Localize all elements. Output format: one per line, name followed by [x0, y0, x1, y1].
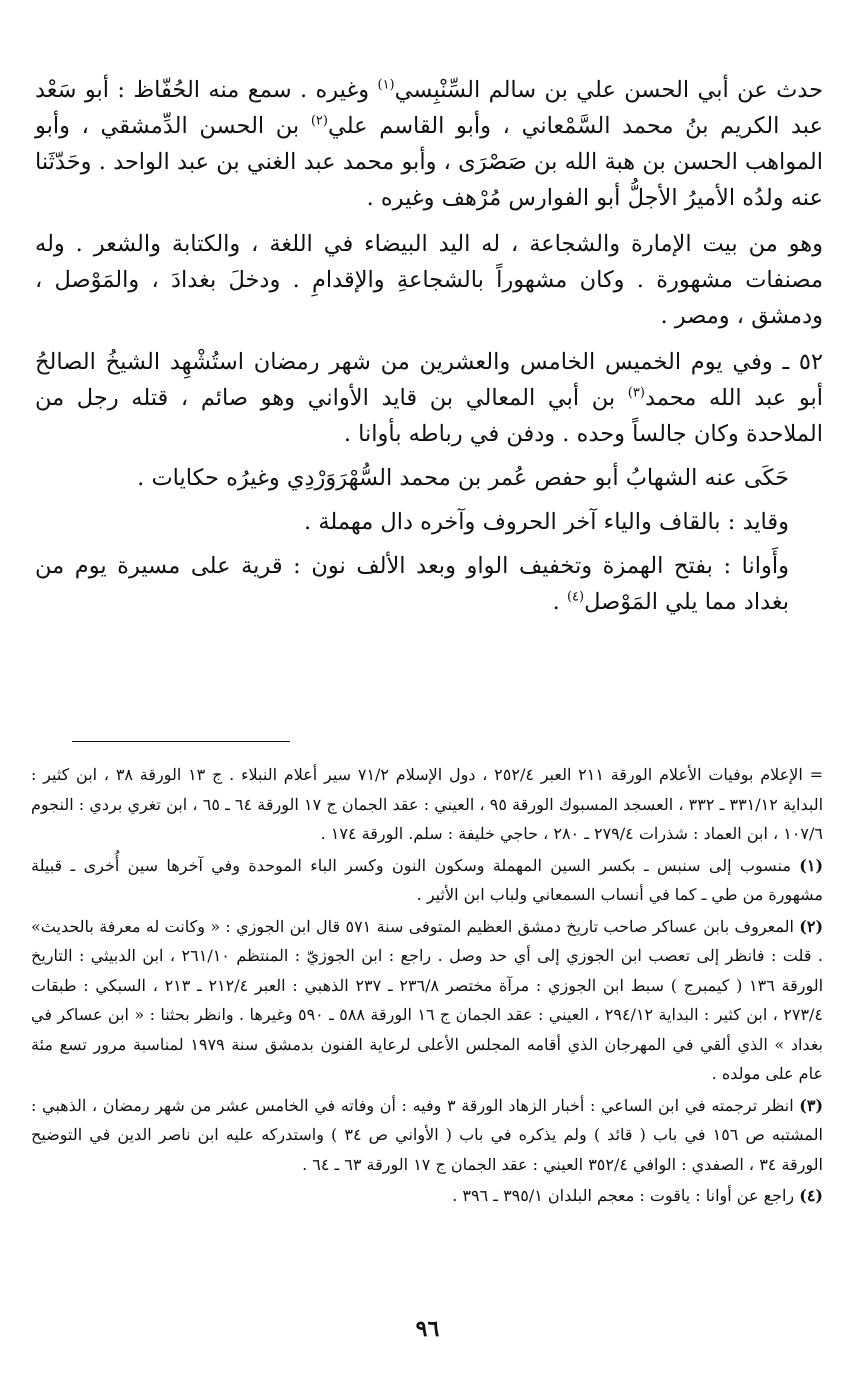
- footnote-3-text: انظر ترجمته في ابن الساعي : أخبار الزهاد الورقة ٣ وفيه : أن وفاته في الخامس عشر من شهر رمضان ، الذهبي : المشتبه ص ١٥٦ في باب ( قائد ) ولم يذكره في باب ( الأواني ص ٣٤ ) واستدركه عليه ابن ناصر الدين في التوضيح الورقة ٣٤ ، الصفدي : الوافي ٣٥٢/٤ العيني : عقد الجمان ج ١٧ الورقة ٦٣ ـ ٦٤ .: [31, 1095, 824, 1174]
- paragraph-2: وهو من بيت الإمارة والشجاعة ، له اليد البيضاء في اللغة ، والكتابة والشعر . وله مصنفات مشهورة . وكان مشهوراً بالشجاعةِ والإقدامِ . ودخلَ بغدادَ ، والمَوْصل ، ودمشق ، ومصر .: [35, 231, 823, 329]
- page-number: ٩٦: [415, 1316, 440, 1342]
- footnote-4-text: راجع عن أوانا : ياقوت : معجم البلدان ٣٩٥/١ ـ ٣٩٦ .: [452, 1186, 800, 1205]
- paragraph-6-text-b: .: [552, 589, 567, 615]
- footnote-continuation: = الإعلام بوفيات الأعلام الورقة ٢١١ العبر ٢٥٢/٤ ، دول الإسلام ٧١/٢ سير أعلام النبلاء . ج ١٣ الورقة ٣٨ ، ابن كثير : البداية ٣٣١/١٢ ـ ٣٣٢ ، العسجد المسبوك الورقة ٩٥ ، العيني : عقد الجمان ج ١٧ الورقة ٦٤ ـ ٦٥ ، ابن تغري بردي : النجوم ١٠٧/٦ ، ابن العماد : شذرات ٢٧٩/٤ ـ ٢٨٠ ، حاجي خليفة : سلم. الورقة ١٧٤ .: [31, 765, 824, 843]
- main-body: [35, 72, 823, 620]
- footnotes: [31, 760, 823, 1211]
- footnote-1-number: (١): [799, 855, 824, 875]
- paragraph-1: [35, 72, 823, 216]
- footnote-1-text: منسوب إلى سنبس ـ بكسر السين المهملة وسكون النون وكسر الباء الموحدة وفي آخرها سين أُخرى ـ قبيلة مشهورة من طي ـ كما في أنساب السمعاني ولباب ابن الأثير .: [31, 855, 823, 904]
- footnote-ref-2[interactable]: (٢): [310, 113, 328, 129]
- footnote-separator: [72, 741, 290, 742]
- footnote-3-number: (٣): [799, 1095, 824, 1115]
- footnote-4-number: (٤): [799, 1186, 823, 1205]
- footnote-ref-1[interactable]: (١): [377, 77, 395, 93]
- paragraph-1-text-b: وغيره . سمع منه الحُفّاظ : أبو سَعْد عبد الكريم بنُ محمد السَّمْعاني ، وأبو القاسم علي: [35, 77, 823, 139]
- paragraph-1-text-c: بن الحسن الدِّمشقي ، وأبو المواهب الحسن بن هبة الله بن صَصْرَى ، وأبو محمد عبد الغني بن عبد الواحد . وحَدّثَنا عنه ولدُه الأميرُ الأجلُّ أبو الفوارس مُرْهف وغيره .: [35, 113, 823, 211]
- footnote-3: [31, 1091, 823, 1180]
- paragraph-6: [35, 548, 823, 620]
- paragraph-3-text-a: ٥٢ ـ وفي يوم الخميس الخامس والعشرين من شهر رمضان استُشْهِد الشيخُ الصالحُ أبو عبد الله محمد: [35, 349, 823, 411]
- paragraph-3-text-b: بن أبي المعالي بن قايد الأواني وهو صائم ، قتله رجل من الملاحدة وكان جالساً وحده . ودفن في رباطه بأوانا .: [35, 385, 823, 447]
- main-text: [35, 72, 823, 620]
- paragraph-3-entry-52: [35, 344, 823, 452]
- paragraph-5: وقايد : بالقاف والياء آخر الحروف وآخره دال مهملة .: [304, 509, 789, 535]
- footnote-2-number: (٢): [799, 916, 824, 936]
- footnote-2: [31, 912, 823, 1089]
- footnote-ref-4[interactable]: (٤): [566, 589, 585, 605]
- footnote-2-text: المعروف بابن عساكر صاحب تاريخ دمشق العظيم المتوفى سنة ٥٧١ قال ابن الجوزي : « وكانت له معرفة بالحديث» . قلت : فانظر إلى تعصب ابن الجوزي إلى أي حد وصل . راجع : ابن الجوزيّ : المنتظم ٢٦١/١٠ ، ابن الدبيثي : التاريخ الورقة ١٣٦ ( كيمبرج ) سبط ابن الجوزي : مرآة مختصر ٢٣٦/٨ ـ ٢٣٧ الذهبي : العبر ٢١٢/٤ ـ ٢١٣ ، السبكي : طبقات ٢٧٣/٤ ، ابن كثير : البداية ٢٩٤/١٢ ، العيني : عقد الجمان ج ١٦ الورقة ٥٨٨ ـ ٥٩٠ وغيرها . وانظر بحثنا : « ابن عساكر في بغداد » الذي ألقي في المهرجان الذي أقامه المجلس الأعلى لرعاية الفنون بدمشق سنة ١٩٧٩ لمناسبة مرور تسع مئة عام على مولده .: [31, 916, 824, 1083]
- paragraph-6-text-a: وأَوانا : بفتح الهمزة وتخفيف الواو وبعد الألف نون : قرية على مسيرة يوم من بغداد مما يلي المَوْصل: [35, 553, 789, 615]
- footnote-ref-3[interactable]: (٣): [627, 385, 645, 401]
- paragraph-1-text-a: حدث عن أبي الحسن علي بن سالم السِّنْبِسي: [394, 77, 823, 103]
- paragraph-4: حَكَى عنه الشهابُ أبو حفص عُمر بن محمد السُّهْرَوَرْدِي وغيرُه حكايات .: [137, 465, 789, 491]
- footnote-1: [31, 851, 823, 910]
- footnote-4: [31, 1181, 823, 1211]
